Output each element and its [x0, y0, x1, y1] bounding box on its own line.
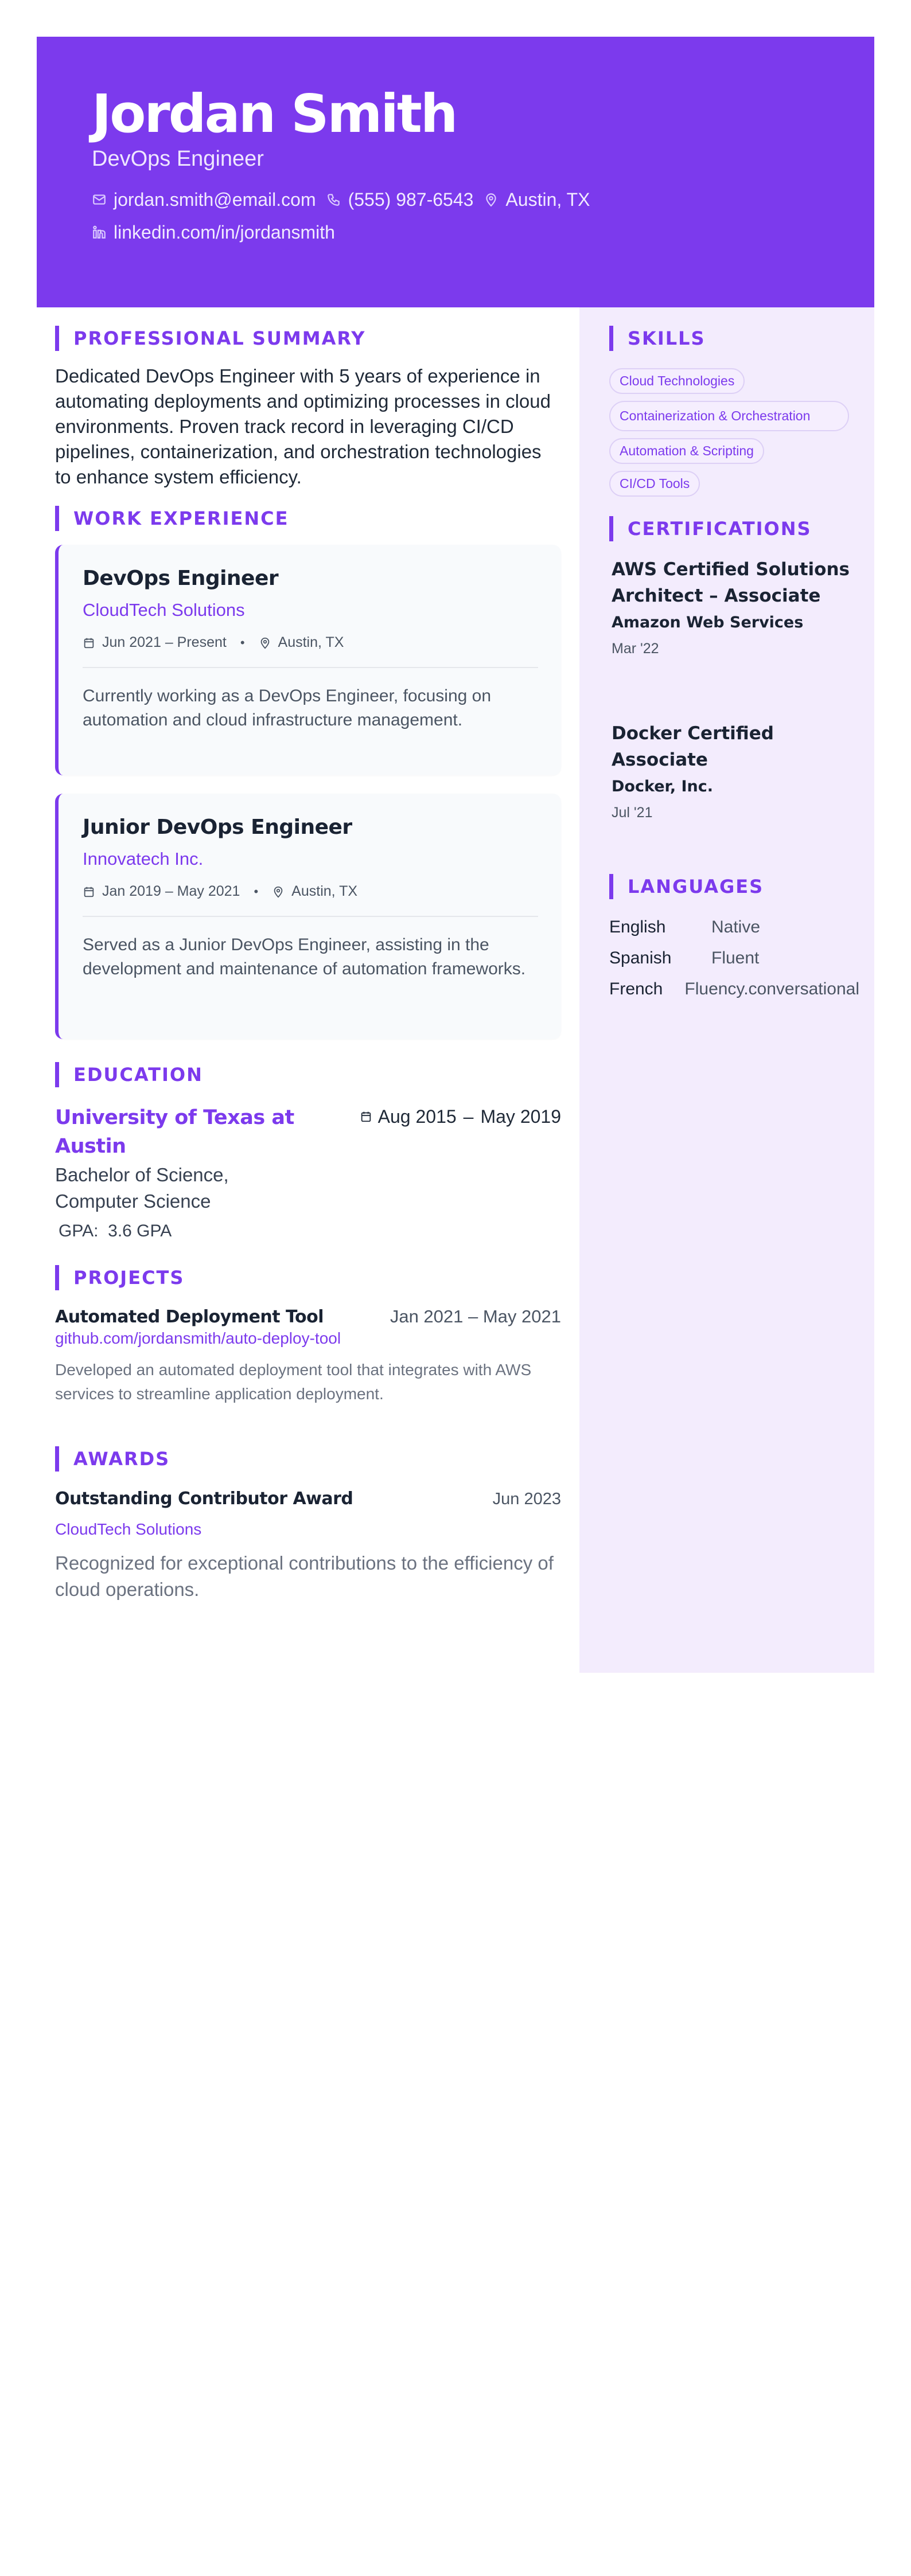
section-accent-bar [609, 326, 613, 351]
job-title: DevOps Engineer [83, 567, 279, 590]
language-row [609, 943, 859, 974]
calendar-icon [83, 885, 95, 898]
phone-icon [326, 192, 341, 207]
cert-name: AWS Certified Solutions Architect – Associate [612, 559, 850, 606]
map-pin-icon [272, 885, 285, 898]
project-name: Automated Deployment Tool [55, 1307, 324, 1327]
section-accent-bar [55, 1446, 59, 1472]
language-level: Fluency.conversational [684, 979, 859, 998]
sidebar [579, 307, 874, 1673]
gpa-value: 3.6 GPA [108, 1221, 172, 1240]
section-title-projects [55, 1265, 561, 1290]
card-divider [83, 916, 538, 917]
section-title-education [55, 1062, 561, 1087]
project-link[interactable]: github.com/jordansmith/auto-deploy-tool [55, 1329, 341, 1347]
project-header [55, 1306, 561, 1327]
location-text: Austin, TX [505, 189, 590, 210]
experience-card [55, 794, 561, 1039]
separator-dot: • [240, 635, 245, 650]
section-accent-bar [55, 506, 59, 531]
award-description: Recognized for exceptional contributions to the efficiency of cloud operations. [55, 1552, 554, 1600]
job-company: Innovatech Inc. [83, 849, 204, 869]
education-start: Aug 2015 [377, 1106, 457, 1127]
job-dates: Jan 2019 – May 2021 [102, 883, 240, 899]
section-accent-bar [55, 326, 59, 351]
mail-icon [92, 192, 107, 207]
skills-list [609, 368, 859, 504]
language-name: French [609, 979, 663, 998]
contact-row [92, 188, 819, 211]
cert-issuer: Amazon Web Services [612, 614, 804, 631]
section-label: AWARDS [73, 1448, 170, 1470]
map-pin-icon [259, 637, 271, 649]
job-title: Junior DevOps Engineer [83, 815, 352, 839]
job-company: CloudTech Solutions [83, 600, 245, 620]
section-accent-bar [609, 516, 613, 541]
calendar-icon [83, 637, 95, 649]
gpa [55, 1221, 561, 1241]
language-row [609, 912, 859, 943]
cert-date: Jul '21 [612, 805, 653, 821]
skill-pill: Cloud Technologies [609, 368, 745, 394]
section-label: PROFESSIONAL SUMMARY [73, 327, 366, 349]
job-location: Austin, TX [291, 883, 358, 899]
contact-email[interactable] [92, 188, 316, 211]
calendar-icon [360, 1109, 372, 1124]
candidate-name: Jordan Smith [92, 83, 457, 145]
date-separator: – [463, 1106, 474, 1127]
section-title-experience [55, 506, 561, 531]
project-description: Developed an automated deployment tool that integrates with AWS services to streamline application deployment. [55, 1361, 532, 1403]
contact-location [484, 188, 590, 211]
contact-phone[interactable] [326, 188, 474, 211]
cert-name: Docker Certified Associate [612, 723, 774, 770]
language-row [609, 974, 859, 1005]
section-accent-bar [55, 1062, 59, 1087]
degree-text: Bachelor of Science, Computer Science [55, 1164, 229, 1212]
skill-pill: Containerization & Orchestration [609, 401, 849, 431]
section-label: EDUCATION [73, 1064, 203, 1086]
section-title-languages [609, 874, 859, 899]
section-accent-bar [55, 1265, 59, 1290]
card-divider [83, 667, 538, 668]
linkedin-text: linkedin.com/in/jordansmith [114, 222, 335, 243]
project-dates: Jan 2021 – May 2021 [390, 1306, 561, 1326]
skill-pill: CI/CD Tools [609, 471, 700, 497]
education-end: May 2019 [480, 1106, 561, 1127]
section-label: SKILLS [628, 327, 706, 349]
award-name: Outstanding Contributor Award [55, 1489, 353, 1509]
job-description: Served as a Junior DevOps Engineer, assisting in the development and maintenance of automation frameworks. [83, 935, 526, 978]
candidate-role: DevOps Engineer [92, 147, 264, 171]
award-org: CloudTech Solutions [55, 1520, 202, 1538]
certification-item [609, 556, 859, 657]
main-column [55, 307, 561, 1603]
phone-text: (555) 987-6543 [348, 189, 474, 210]
experience-card [55, 545, 561, 775]
linkedin-icon [92, 225, 107, 240]
section-title-awards [55, 1446, 561, 1472]
language-name: Spanish [609, 949, 672, 967]
cert-issuer: Docker, Inc. [612, 778, 714, 795]
education-entry [55, 1103, 561, 1161]
section-accent-bar [609, 874, 613, 899]
job-meta [83, 634, 538, 651]
section-label: CERTIFICATIONS [628, 518, 812, 540]
section-title-summary [55, 326, 561, 351]
section-label: WORK EXPERIENCE [73, 508, 289, 529]
section-label: PROJECTS [73, 1267, 185, 1289]
separator-dot: • [254, 884, 259, 899]
language-level: Fluent [711, 949, 760, 967]
award-header [55, 1489, 561, 1509]
job-location: Austin, TX [278, 634, 344, 650]
section-title-certifications [609, 516, 859, 541]
job-dates: Jun 2021 – Present [102, 634, 227, 650]
map-pin-icon [484, 192, 499, 207]
email-text: jordan.smith@email.com [114, 189, 316, 210]
cert-date: Mar '22 [612, 641, 659, 657]
skill-pill: Automation & Scripting [609, 438, 764, 464]
contact-row-2 [92, 221, 819, 244]
languages-list [609, 912, 859, 1005]
summary-text: Dedicated DevOps Engineer with 5 years of experience in automating deployments and optimizing processes in cloud environments. Proven track record in leveraging CI/CD pipelines, containerization, and orchestration technologies to enhance system efficiency. [55, 365, 551, 487]
job-description: Currently working as a DevOps Engineer, focusing on automation and cloud infrastructure management. [83, 686, 492, 729]
education-dates [360, 1103, 561, 1130]
contact-linkedin[interactable] [92, 221, 335, 244]
job-meta [83, 883, 538, 900]
resume-header [37, 37, 874, 307]
section-title-skills [609, 326, 859, 351]
language-level: Native [711, 918, 761, 936]
award-date: Jun 2023 [492, 1490, 561, 1508]
school-name: University of Texas at Austin [55, 1106, 294, 1158]
gpa-label: GPA: [59, 1221, 99, 1240]
section-label: LANGUAGES [628, 876, 764, 897]
language-name: English [609, 918, 666, 936]
certification-item [609, 720, 859, 821]
